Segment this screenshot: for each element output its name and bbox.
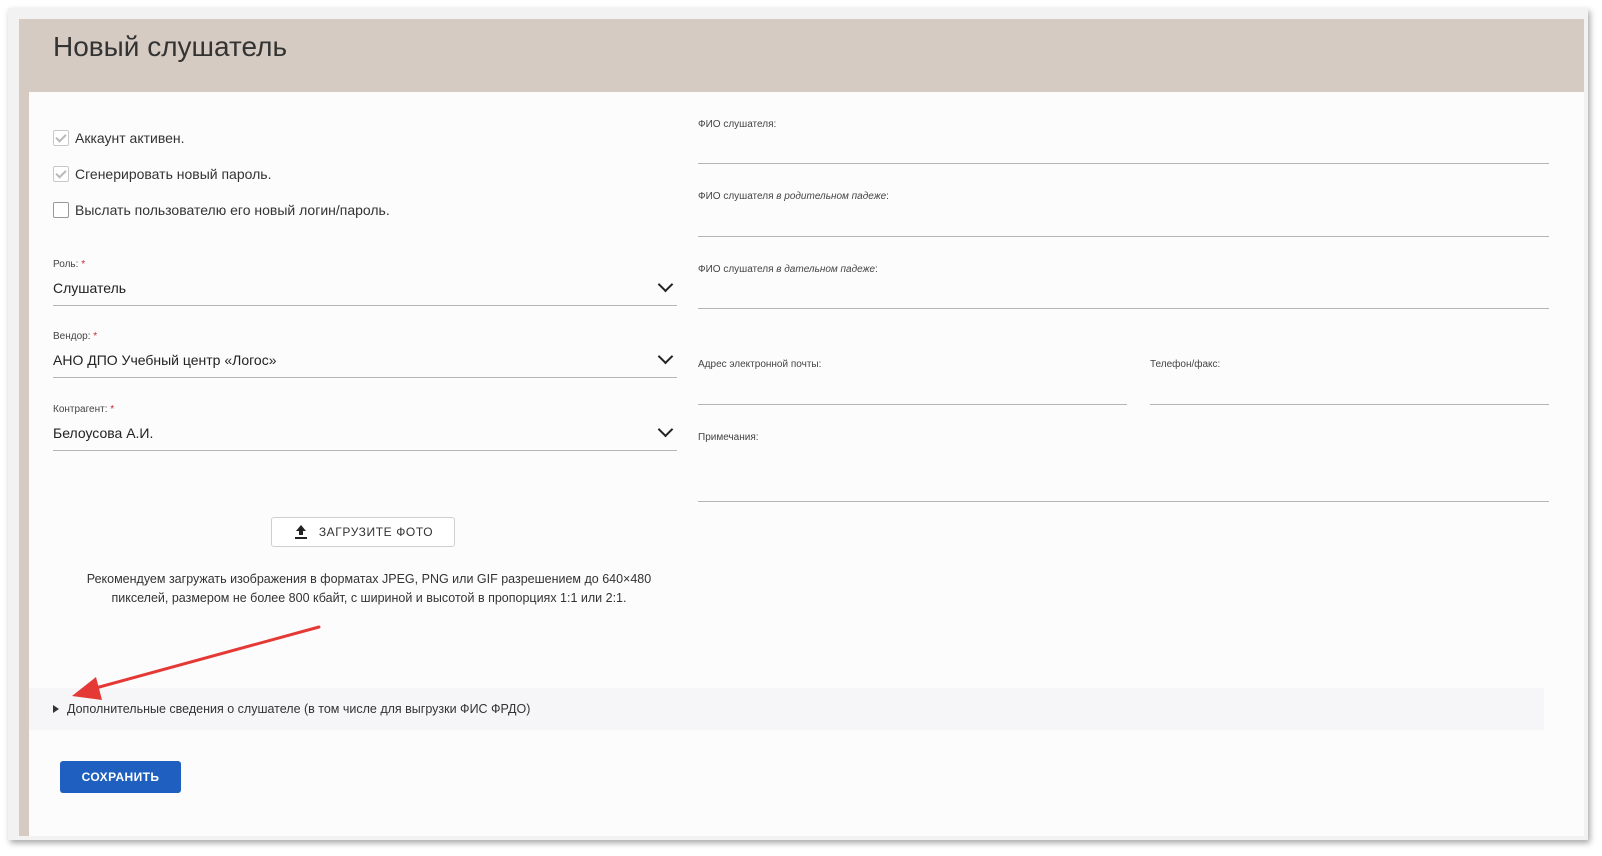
required-marker: * (110, 404, 115, 415)
email-label: Адрес электронной почты: (698, 359, 822, 370)
upload-hint-line: Рекомендуем загружать изображения в форматах JPEG, PNG или GIF разрешением до 640×480 (86, 572, 652, 586)
required-marker: * (93, 331, 98, 342)
notes-label: Примечания: (698, 432, 759, 443)
additional-info-label: Дополнительные сведения о слушателе (в том числе для выгрузки ФИС ФРДО) (67, 702, 531, 716)
counterparty-label: Контрагент: * (53, 404, 115, 415)
page-title: Новый слушатель (53, 31, 288, 62)
vendor-label: Вендор: * (53, 331, 98, 342)
required-marker: * (81, 259, 86, 270)
arrow-shaft (92, 627, 319, 689)
fio-label: ФИО слушателя: (698, 119, 777, 130)
vendor-value: АНО ДПО Учебный центр «Логос» (53, 352, 277, 368)
checkbox-label: Аккаунт активен. (75, 130, 185, 146)
checkbox-label: Сгенерировать новый пароль. (75, 166, 272, 182)
arrow-head (72, 677, 102, 700)
checkbox-label: Выслать пользователю его новый логин/пароль. (75, 202, 390, 218)
role-value: Слушатель (53, 280, 127, 296)
phone-label: Телефон/факс: (1150, 359, 1221, 370)
save-button[interactable]: СОХРАНИТЬ (60, 761, 181, 793)
role-label: Роль: * (53, 259, 86, 270)
fio-genitive-label: ФИО слушателя в родительном падеже: (698, 191, 889, 202)
counterparty-value: Белоусова А.И. (53, 425, 154, 441)
upload-button-label: ЗАГРУЗИТЕ ФОТО (318, 525, 434, 539)
upload-hint-line: пикселей, размером не более 800 кбайт, с шириной и высотой в пропорциях 1:1 или 2:1. (111, 591, 627, 605)
fio-dative-label: ФИО слушателя в дательном падеже: (698, 264, 878, 275)
